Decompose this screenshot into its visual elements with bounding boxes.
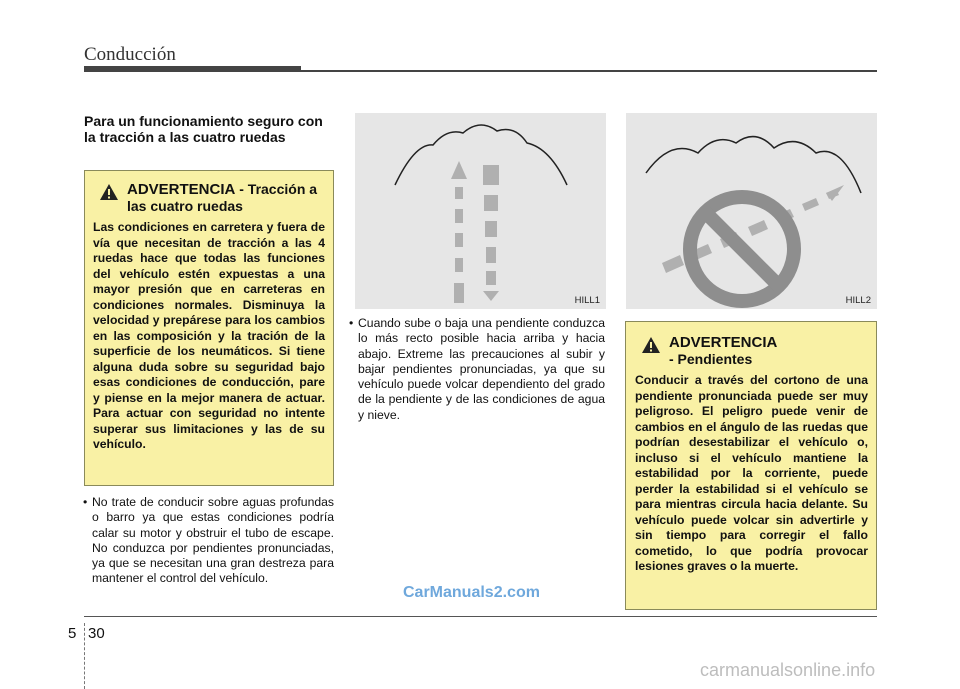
warning-title: ADVERTENCIA — [127, 181, 236, 198]
warning-body: Conducir a través del cortono de una pendiente pronunciada puede ser muy peligroso. El peligro puede venir de cambios en el ángulo de las ruedas que podrían desestabilizar el vehículo o, incluso si el vehículo mantiene la estabilidad por la corriente, puede perder la estabilidad si el vehículo se para mientras circula hacia delante. Su vehículo puede volcar sin advertirle y sin tiempo para corregir el fallo cometido, lo que podría provocar lesiones graves o la muerte. — [635, 373, 868, 573]
warning-header — [93, 181, 325, 215]
header-rule-thin — [301, 70, 877, 72]
chapter-title: Conducción — [84, 44, 176, 65]
bullet-text: No trate de conducir sobre aguas profundas o barro ya que estas condiciones podría calar su motor y obstruir el tubo de escape. No conduzca por pendientes pronunciadas, ya que se necesitan una gran destreza para mantener el control del vehículo. — [92, 495, 334, 586]
footer-rule — [84, 616, 877, 617]
bullet-dot: • — [83, 495, 88, 509]
footer-site-watermark: carmanualsonline.info — [700, 660, 876, 680]
warning-triangle-icon — [99, 183, 119, 201]
bullet-deep-water — [83, 495, 334, 587]
bullet-dot: • — [349, 316, 354, 330]
hill-illustration — [355, 113, 606, 309]
warning-title: ADVERTENCIA — [669, 334, 778, 351]
warning-box-slopes — [625, 321, 877, 610]
footer-divider — [84, 623, 86, 689]
figure-code: HILL2 — [845, 295, 871, 306]
hill-prohibited-illustration — [626, 113, 877, 309]
warning-body: Las condiciones en carretera y fuera de vía que necesitan de tracción a las 4 ruedas hace que todas las funciones del vehículo estén expuestas a una mayor presión que en carreteras en condiciones normales. Disminuya la velocidad y prepárese para los cambios en las composición y la tración de la superficie de los neumáticos. Si tiene alguna duda sobre su seguridad bajo esas condiciones de conducción, pare y piense en la mejor manera de actuar. Para actuar con seguridad no intente superar sus limitaciones y las de su vehículo. — [93, 220, 325, 451]
hill-figure-diagonal — [626, 113, 877, 309]
hill-figure-straight — [355, 113, 606, 309]
warning-box-4wd — [84, 170, 334, 486]
header-rule — [84, 66, 301, 72]
watermark-link[interactable]: CarManuals2.com — [403, 584, 540, 601]
warning-header — [635, 334, 868, 368]
page-number: 30 — [88, 625, 105, 642]
section-heading: Para un funcionamiento seguro con la tracción a las cuatro ruedas — [84, 113, 323, 145]
warning-subtitle: - Pendientes — [669, 351, 753, 367]
warning-subtitle: - Tracción a las cuatro ruedas — [127, 181, 318, 214]
warning-triangle-icon — [641, 336, 661, 354]
figure-code: HILL1 — [574, 295, 600, 306]
bullet-text: Cuando sube o baja una pendiente conduzca lo más recto posible hacia arriba y hacia abajo. Extreme las precauciones al subir y bajar pendientes pronunciadas, ya que su vehículo puede volcar dependiento del grado de la pendiente y de las condiciones de agua y nieve. — [358, 316, 605, 422]
chapter-number: 5 — [68, 625, 77, 642]
bullet-slope — [349, 316, 605, 423]
